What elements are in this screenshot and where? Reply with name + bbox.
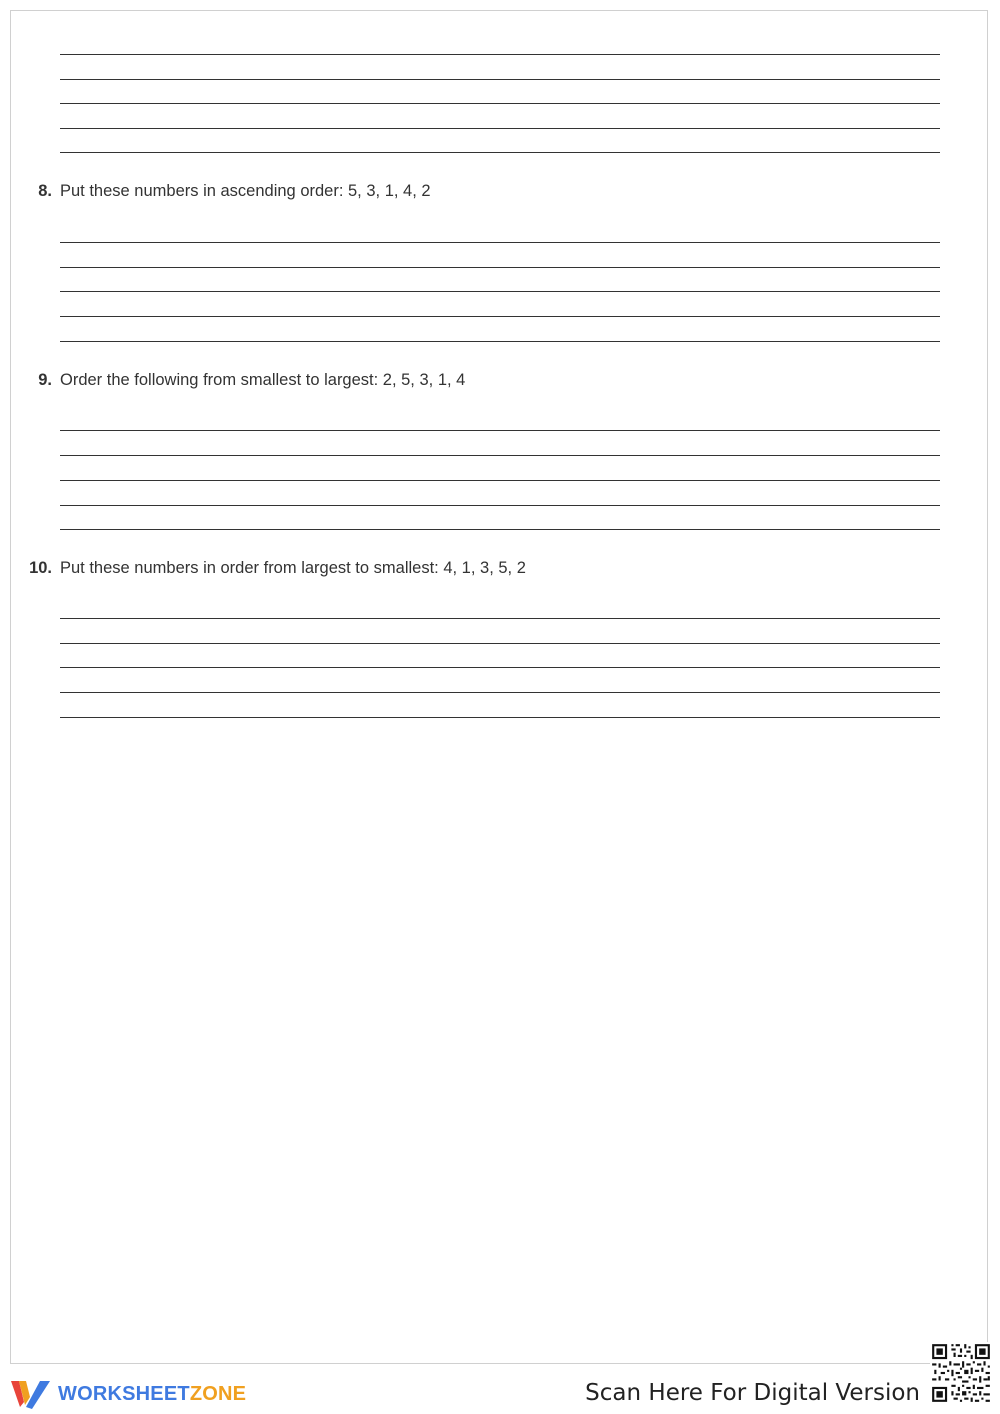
answer-line[interactable] — [60, 152, 940, 153]
question-text: Put these numbers in order from largest to smallest: 4, 1, 3, 5, 2 — [60, 559, 526, 577]
brand-word-zone: ZONE — [189, 1382, 247, 1405]
scan-label: Scan Here For Digital Version — [585, 1380, 920, 1406]
answer-line[interactable] — [60, 455, 940, 456]
footer — [0, 1364, 1000, 1414]
question-number: 10. — [29, 559, 52, 577]
answer-line[interactable] — [60, 316, 940, 317]
answer-line[interactable] — [60, 643, 940, 644]
answer-line[interactable] — [60, 529, 940, 530]
answer-line[interactable] — [60, 618, 940, 619]
answer-line[interactable] — [60, 54, 940, 55]
answer-line[interactable] — [60, 341, 940, 342]
worksheetzone-logo-icon — [10, 1378, 52, 1410]
question-text: Order the following from smallest to largest: 2, 5, 3, 1, 4 — [60, 371, 466, 389]
brand-name — [58, 1383, 246, 1406]
qr-code-icon[interactable] — [930, 1342, 992, 1404]
answer-line[interactable] — [60, 291, 940, 292]
question-text: Put these numbers in ascending order: 5, 3, 1, 4, 2 — [60, 182, 431, 200]
answer-line[interactable] — [60, 480, 940, 481]
brand[interactable] — [10, 1378, 246, 1410]
answer-line[interactable] — [60, 505, 940, 506]
answer-line[interactable] — [60, 667, 940, 668]
question-number: 9. — [38, 371, 52, 389]
answer-line[interactable] — [60, 103, 940, 104]
answer-line[interactable] — [60, 242, 940, 243]
page-frame — [10, 10, 988, 1364]
answer-line[interactable] — [60, 267, 940, 268]
answer-line[interactable] — [60, 128, 940, 129]
answer-line[interactable] — [60, 692, 940, 693]
answer-line[interactable] — [60, 430, 940, 431]
answer-line[interactable] — [60, 79, 940, 80]
question-number: 8. — [38, 182, 52, 200]
answer-line[interactable] — [60, 717, 940, 718]
brand-word-worksheet: WORKSHEET — [58, 1382, 190, 1405]
